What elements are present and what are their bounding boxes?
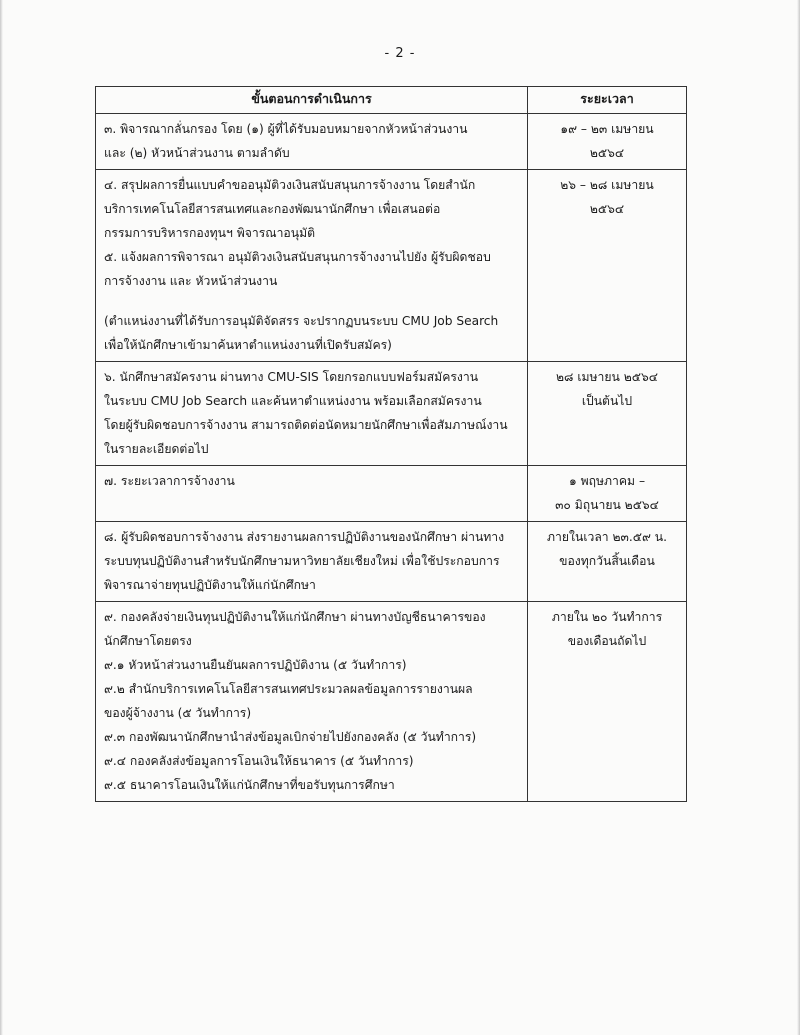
step-line: ๔. สรุปผลการยื่นแบบคำขออนุมัติวงเงินสนับสนุนการจ้างงาน โดยสำนัก (104, 178, 476, 192)
step-cell (96, 114, 528, 170)
step-line: (ตำแหน่งงานที่ได้รับการอนุมัติจัดสรร จะปรากฏบนระบบ CMU Job Search (104, 314, 499, 328)
scan-left-edge (0, 0, 3, 1035)
period-line: ๒๕๖๔ (589, 202, 625, 216)
period-cell (528, 602, 687, 802)
step-column-header: ขั้นตอนการดำเนินการ (96, 87, 528, 114)
period-line: ภายใน ๒๐ วันทำการ (551, 610, 663, 624)
step-line: และ (๒) หัวหน้าส่วนงาน ตามลำดับ (104, 146, 290, 160)
period-cell (528, 114, 687, 170)
table-row (96, 362, 687, 466)
period-line: ของทุกวันสิ้นเดือน (559, 554, 655, 568)
schedule-table (95, 86, 687, 802)
step-line: ในรายละเอียดต่อไป (104, 442, 209, 456)
period-cell (528, 466, 687, 522)
step-cell (96, 170, 528, 362)
step-line: ๙. กองคลังจ่ายเงินทุนปฏิบัติงานให้แก่นักศึกษา ผ่านทางบัญชีธนาคารของ (104, 610, 486, 624)
step-line: นักศึกษาโดยตรง (104, 634, 192, 648)
step-line: ๘. ผู้รับผิดชอบการจ้างงาน ส่งรายงานผลการปฏิบัติงานของนักศึกษา ผ่านทาง (104, 530, 505, 544)
period-cell (528, 522, 687, 602)
paragraph-gap (104, 293, 519, 309)
table-row (96, 170, 687, 362)
period-line: ๒๘ เมษายน ๒๕๖๔ (556, 370, 658, 384)
period-cell (528, 362, 687, 466)
step-line: บริการเทคโนโลยีสารสนเทศและกองพัฒนานักศึกษา เพื่อเสนอต่อ (104, 202, 441, 216)
period-line: เป็นต้นไป (581, 394, 633, 408)
table-row (96, 466, 687, 522)
step-line: ๕. แจ้งผลการพิจารณา อนุมัติวงเงินสนับสนุนการจ้างงานไปยัง ผู้รับผิดชอบ (104, 250, 491, 264)
table-header-row (96, 87, 687, 114)
step-cell (96, 362, 528, 466)
step-line: ๙.๑ หัวหน้าส่วนงานยืนยันผลการปฏิบัติงาน (๕ วันทำการ) (104, 658, 407, 672)
step-line: พิจารณาจ่ายทุนปฏิบัติงานให้แก่นักศึกษา (104, 578, 316, 592)
step-line: ๗. ระยะเวลาการจ้างงาน (104, 474, 235, 488)
step-line: การจ้างงาน และ หัวหน้าส่วนงาน (104, 274, 278, 288)
step-line: ของผู้จ้างงาน (๕ วันทำการ) (104, 706, 252, 720)
table-row (96, 114, 687, 170)
step-line: ๖. นักศึกษาสมัครงาน ผ่านทาง CMU-SIS โดยกรอกแบบฟอร์มสมัครงาน (104, 370, 479, 384)
period-line: ภายในเวลา ๒๓.๕๙ น. (547, 530, 667, 544)
step-cell (96, 602, 528, 802)
step-line: ๙.๔ กองคลังส่งข้อมูลการโอนเงินให้ธนาคาร (๕ วันทำการ) (104, 754, 414, 768)
step-line: ๙.๕ ธนาคารโอนเงินให้แก่นักศึกษาที่ขอรับทุนการศึกษา (104, 778, 395, 792)
step-cell (96, 466, 528, 522)
step-line: ระบบทุนปฏิบัติงานสำหรับนักศึกษามหาวิทยาลัยเชียงใหม่ เพื่อใช้ประกอบการ (104, 554, 500, 568)
page-number: - 2 - (384, 46, 416, 61)
step-line: ในระบบ CMU Job Search และค้นหาตำแหน่งงาน พร้อมเลือกสมัครงาน (104, 394, 482, 408)
step-line: ๓. พิจารณากลั่นกรอง โดย (๑) ผู้ที่ได้รับมอบหมายจากหัวหน้าส่วนงาน (104, 122, 468, 136)
period-line: ๓๐ มิถุนายน ๒๕๖๔ (555, 498, 659, 512)
step-line: กรรมการบริหารกองทุนฯ พิจารณาอนุมัติ (104, 226, 316, 240)
period-cell (528, 170, 687, 362)
period-line: ๒๖ – ๒๘ เมษายน (560, 178, 654, 192)
step-line: โดยผู้รับผิดชอบการจ้างงาน สามารถติดต่อนัดหมายนักศึกษาเพื่อสัมภาษณ์งาน (104, 418, 508, 432)
period-line: ๑๙ – ๒๓ เมษายน (560, 122, 654, 136)
period-line: ของเดือนถัดไป (567, 634, 647, 648)
step-line: ๙.๓ กองพัฒนานักศึกษานำส่งข้อมูลเบิกจ่ายไปยังกองคลัง (๕ วันทำการ) (104, 730, 477, 744)
period-line: ๑ พฤษภาคม – (568, 474, 646, 488)
step-cell (96, 522, 528, 602)
step-line: เพื่อให้นักศึกษาเข้ามาค้นหาตำแหน่งงานที่เปิดรับสมัคร) (104, 338, 392, 352)
table-row (96, 602, 687, 802)
period-line: ๒๕๖๔ (589, 146, 625, 160)
table-row (96, 522, 687, 602)
period-column-header: ระยะเวลา (528, 87, 687, 114)
step-line: ๙.๒ สำนักบริการเทคโนโลยีสารสนเทศประมวลผลข้อมูลการรายงานผล (104, 682, 473, 696)
